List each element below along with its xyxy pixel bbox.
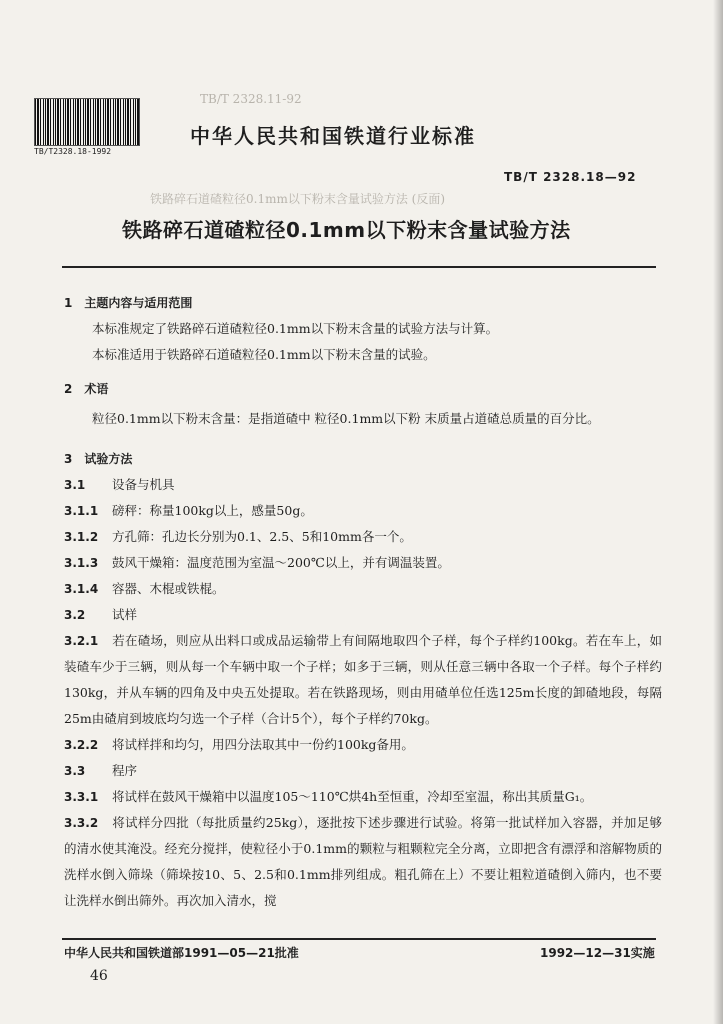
clause-number: 3.1.1 (64, 504, 99, 518)
clause-text: 将试样分四批（每批质量约25kg），逐批按下述步骤进行试验。将第一批试样加入容器，并加足够的清水使其淹没。经充分搅拌，使粒径小于0.1mm的颗粒与粗颗粒完全分离，立即把含有漂浮和溶解物质的洗样水倒入筛垛（筛垛按10、5、2.5和0.1mm排列组成。粗孔筛在上）不要让粗粒道碴倒入筛内，也不要让洗样水倒出筛外。再次加入清水，搅 (64, 815, 662, 908)
clause-3-1-3 (64, 550, 662, 576)
bleed-through-text-1: TB/T 2328.11-92 (200, 92, 302, 106)
barcode-label: TB/T2328.18-1992 (34, 147, 112, 156)
section-1-paragraph-1: 本标准规定了铁路碎石道碴粒径0.1mm以下粉末含量的试验方法与计算。 (92, 321, 499, 336)
approval-date: 中华人民共和国铁道部1991—05—21批准 (64, 946, 299, 960)
clause-3-3-1 (64, 784, 662, 810)
standard-code: TB/T 2328.18—92 (504, 170, 637, 184)
clause-3-3 (64, 758, 662, 784)
clause-3-2-2 (64, 732, 662, 758)
clause-number: 3.1.4 (64, 582, 99, 596)
clause-number: 3.3.2 (64, 816, 99, 830)
clause-number: 3.1.3 (64, 556, 99, 570)
clause-3-2-1 (64, 628, 662, 732)
section-1-heading: 1 主题内容与适用范围 (64, 296, 193, 310)
barcode-icon (34, 98, 140, 146)
implementation-date: 1992—12—31实施 (540, 946, 655, 960)
clause-number: 3.3 (64, 764, 86, 778)
clause-number: 3.3.1 (64, 790, 99, 804)
title-divider (62, 266, 656, 268)
clause-3-1-4 (64, 576, 662, 602)
clause-3-2 (64, 602, 662, 628)
clause-text: 若在碴场，则应从出料口或成品运输带上有间隔地取四个子样，每个子样约100kg。若在车上，如装碴车少于三辆，则从每一个车辆中取一个子样；如多于三辆，则从任意三辆中各取一个子样。每个子样约130kg，并从车辆的四角及中央五处提取。若在铁路现场，则由用碴单位任选125m长度的卸碴地段，每隔25m由碴肩到坡底均匀选一个子样（合计5个），每个子样约70kg。 (64, 633, 662, 726)
clause-text: 鼓风干燥箱：温度范围为室温～200℃以上，并有调温装置。 (112, 555, 450, 570)
clause-text: 设备与机具 (112, 477, 175, 492)
clause-text: 容器、木棍或铁棍。 (112, 581, 225, 596)
clause-text: 磅秤：称量100kg以上，感量50g。 (112, 503, 313, 518)
clause-3-3-2 (64, 810, 662, 914)
scan-edge-shadow (713, 0, 723, 1024)
clause-number: 3.1.2 (64, 530, 99, 544)
clause-number: 3.2.1 (64, 634, 99, 648)
clause-text: 试样 (112, 607, 138, 622)
clause-number: 3.2 (64, 608, 86, 622)
clause-text: 程序 (112, 763, 138, 778)
clause-text: 方孔筛：孔边长分别为0.1、2.5、5和10mm各一个。 (112, 529, 412, 544)
section-2-paragraph: 粒径0.1mm以下粉末含量：是指道碴中 粒径0.1mm以下粉 末质量占道碴总质量的百分比。 (92, 411, 600, 426)
section-2-heading: 2 术语 (64, 382, 109, 396)
document-title: 铁路碎石道碴粒径0.1mm以下粉末含量试验方法 (122, 218, 571, 242)
page-number: 46 (90, 968, 108, 984)
bleed-through-text-2: 铁路碎石道碴粒径0.1mm以下粉末含量试验方法 (反面) (150, 192, 446, 206)
clause-number: 3.2.2 (64, 738, 99, 752)
clause-3-1-2 (64, 524, 662, 550)
clause-text: 将试样在鼓风干燥箱中以温度105～110℃烘4h至恒重，冷却至室温，称出其质量G₁。 (112, 789, 593, 804)
clause-3-1 (64, 472, 662, 498)
section-1-paragraph-2: 本标准适用于铁路碎石道碴粒径0.1mm以下粉末含量的试验。 (92, 347, 436, 362)
header-title: 中华人民共和国铁道行业标准 (190, 124, 476, 148)
barcode (34, 98, 140, 158)
clause-number: 3.1 (64, 478, 86, 492)
section-3-heading: 3 试验方法 (64, 452, 133, 466)
footer-divider (62, 938, 656, 940)
clause-text: 将试样拌和均匀，用四分法取其中一份约100kg备用。 (112, 737, 414, 752)
document-body (64, 290, 662, 914)
clause-3-1-1 (64, 498, 662, 524)
